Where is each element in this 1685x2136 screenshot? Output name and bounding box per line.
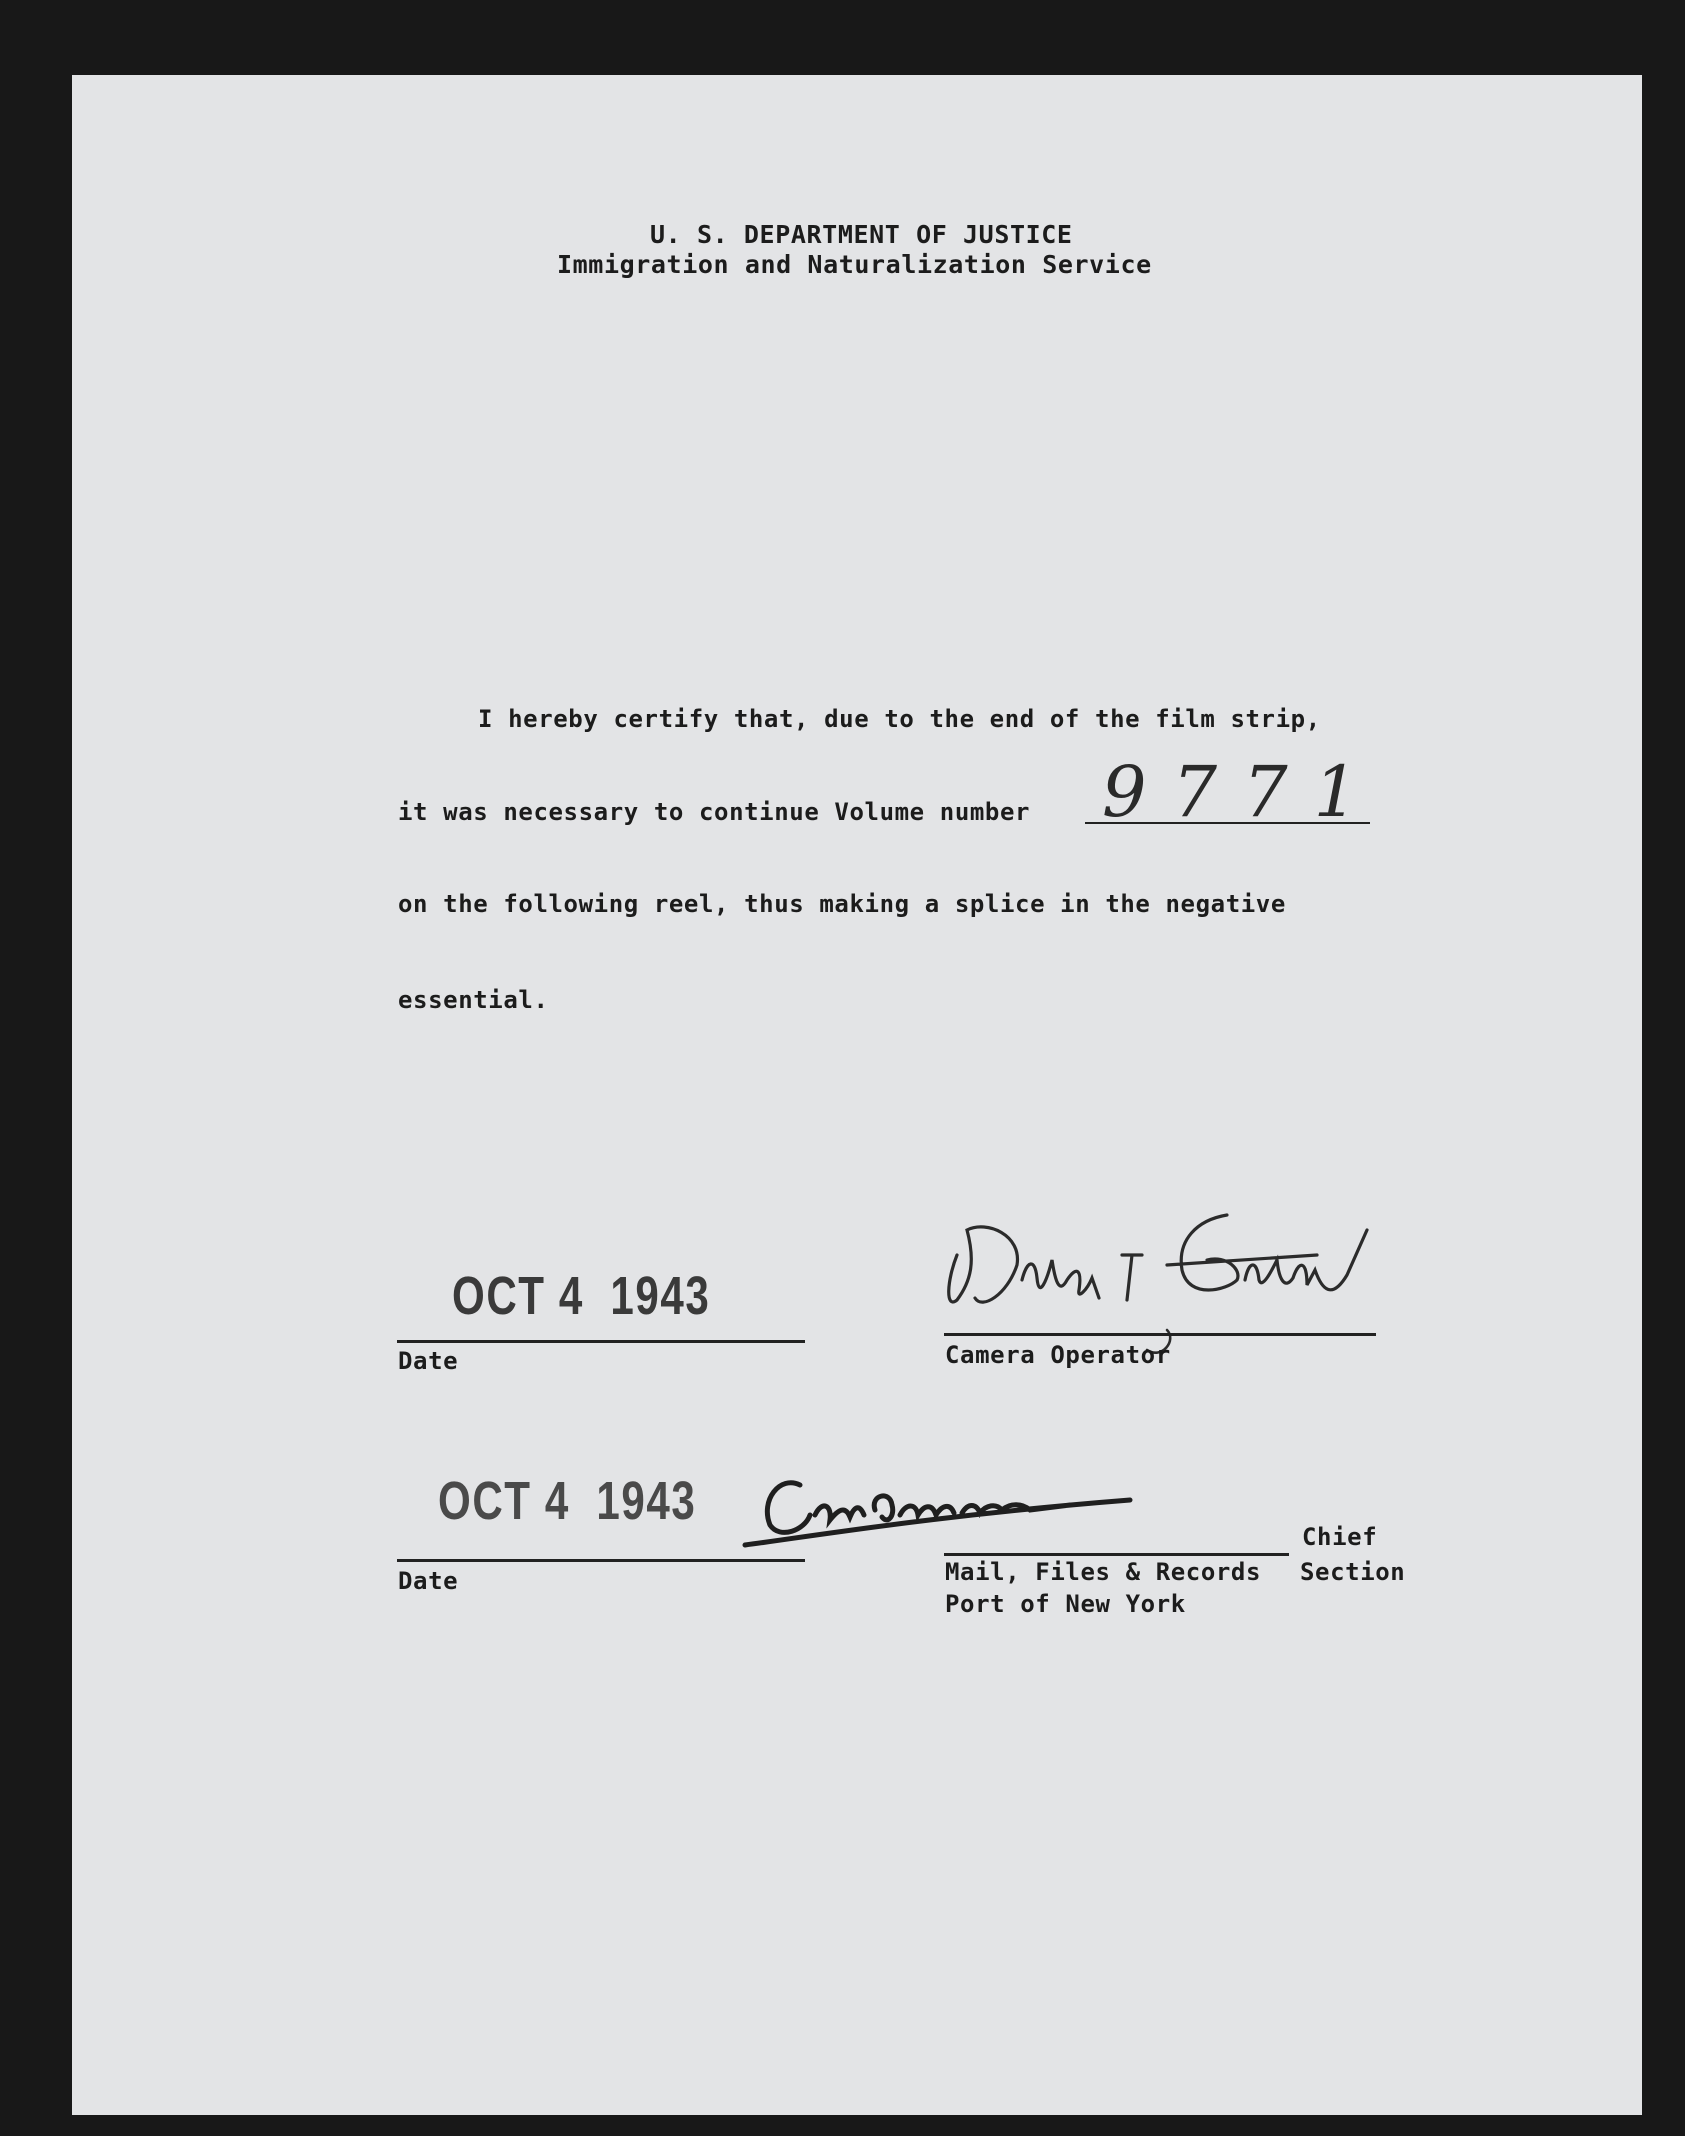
chief-signature — [740, 1455, 1140, 1555]
certification-line-3: on the following reel, thus making a splice in the negative — [398, 890, 1286, 918]
camera-operator-line — [944, 1333, 1376, 1336]
certification-line-1: I hereby certify that, due to the end of the film strip, — [478, 705, 1321, 733]
operator-date-stamp: OCT 4 1943 — [452, 1266, 711, 1326]
agency-title: U. S. DEPARTMENT OF JUSTICE — [650, 220, 1073, 249]
section-label: Section — [1300, 1558, 1406, 1586]
volume-number-handwritten: 9771 — [1102, 751, 1385, 833]
chief-label: Chief — [1302, 1523, 1378, 1551]
chief-date-stamp: OCT 4 1943 — [438, 1471, 697, 1531]
volume-number-underline — [1085, 822, 1370, 824]
department-label: Mail, Files & Records — [945, 1558, 1262, 1586]
chief-date-line — [397, 1559, 805, 1562]
certification-line-4: essential. — [398, 986, 549, 1014]
chief-signature-line — [944, 1553, 1289, 1556]
certification-line-2: it was necessary to continue Volume number — [398, 798, 1031, 826]
port-label: Port of New York — [945, 1590, 1186, 1618]
document-page — [72, 75, 1642, 2115]
chief-date-label: Date — [398, 1567, 459, 1595]
camera-operator-label: Camera Operator — [945, 1341, 1171, 1369]
operator-date-line — [397, 1340, 805, 1343]
operator-date-label: Date — [398, 1347, 459, 1375]
agency-subtitle: Immigration and Naturalization Service — [557, 250, 1152, 279]
camera-operator-signature — [927, 1160, 1367, 1360]
